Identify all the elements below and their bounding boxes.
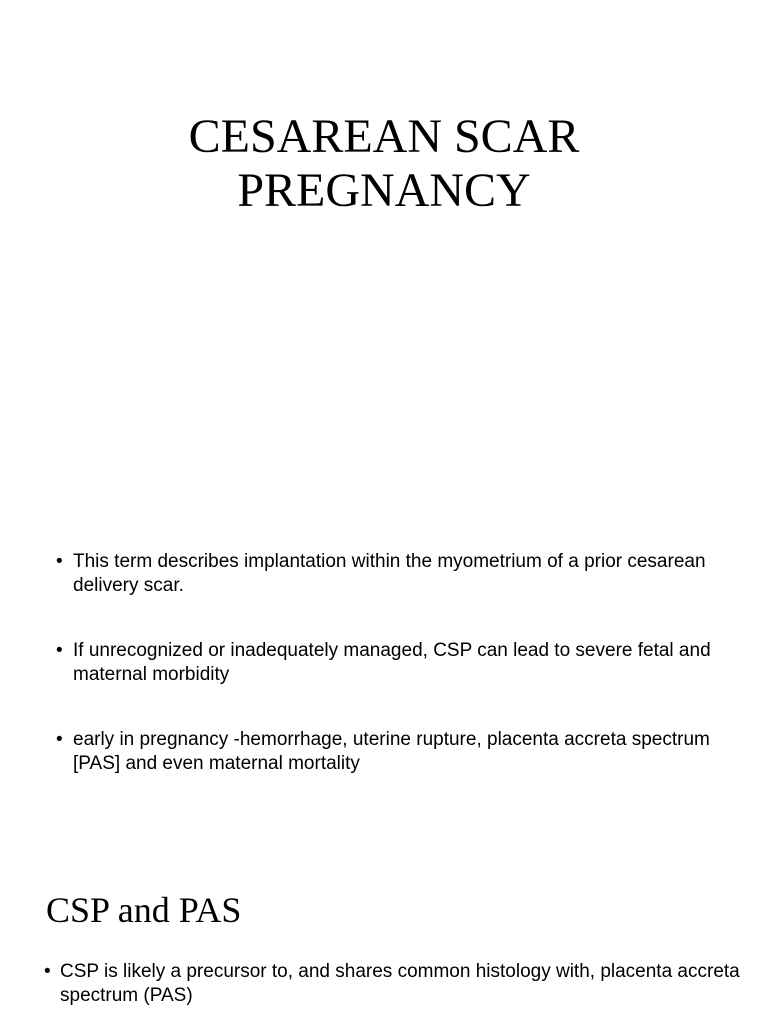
slide-title: CSP and PAS [46,890,242,930]
slide-title [0,110,768,218]
bullet-text: If unrecognized or inadequately managed, CSP can lead to severe fetal and maternal morbidity [73,640,711,685]
bullet-item [52,728,732,776]
bullet-dot-icon: • [44,961,51,982]
bullet-text: CSP is likely a precursor to, and shares common histology with, placenta accreta spectrum (PAS) [60,961,740,1006]
bullet-list [40,960,740,1008]
bullet-list [52,550,732,817]
bullet-item [40,960,740,1008]
slide-title-line-1: CESAREAN SCAR [188,110,580,163]
bullet-text: This term describes implantation within the myometrium of a prior cesarean delivery scar. [73,551,706,596]
bullet-dot-icon: • [56,640,63,661]
bullet-dot-icon: • [56,729,63,750]
bullet-item [52,639,732,687]
bullet-text: early in pregnancy -hemorrhage, uterine rupture, placenta accreta spectrum [PAS] and even maternal mortality [73,729,710,774]
bullet-item [52,550,732,598]
slide-2 [0,860,768,1024]
bullet-dot-icon: • [56,551,63,572]
slide-title-line-2: PREGNANCY [237,164,531,217]
